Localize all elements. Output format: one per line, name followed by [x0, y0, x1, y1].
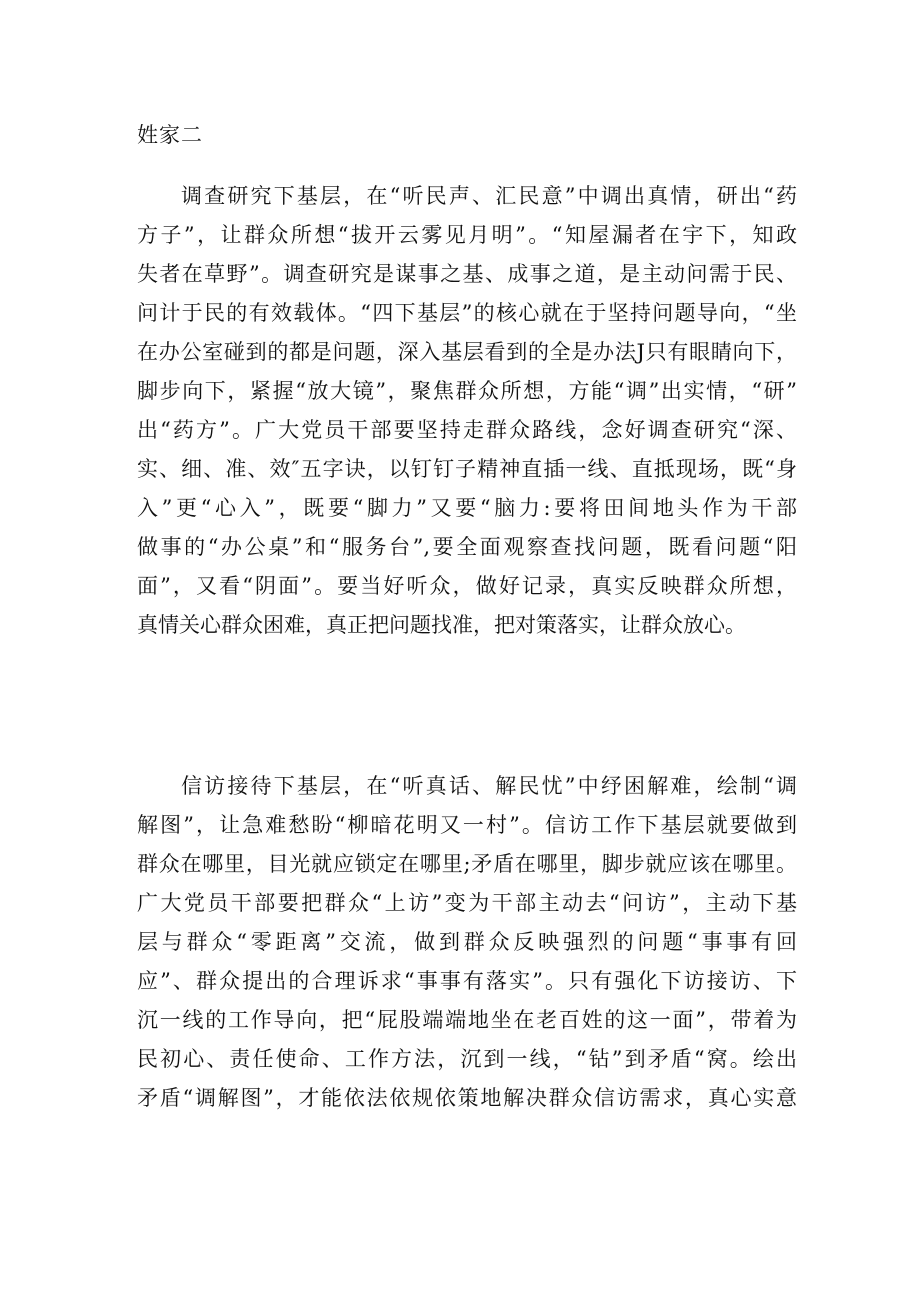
- document-heading: 姓家二: [137, 123, 203, 147]
- paragraph-line: 矛盾“调解图”，才能依法依规依策地解决群众信访需求，真心实意: [137, 1086, 797, 1110]
- paragraph-line: 在办公室碰到的都是问题，深入基层看到的全是办法J只有眼睛向下，: [137, 340, 797, 364]
- paragraph-line: 沉一线的工作导向，把“屁股端端地坐在老百姓的这一面”，带着为: [137, 1008, 797, 1032]
- paragraph-line: 民初心、责任使命、工作方法，沉到一线，“钻”到矛盾“窝。绘出: [137, 1047, 797, 1071]
- paragraph-line: 入”更“心入”，既要“脚力”又要“脑力:要将田间地头作为干部: [137, 496, 797, 520]
- paragraph-line: 层与群众“零距离”交流，做到群众反映强烈的问题“事事有回: [137, 930, 797, 954]
- paragraph-line: 广大党员干部要把群众“上访”变为干部主动去“问访”，主动下基: [137, 891, 797, 915]
- paragraph-line: 脚步向下，紧握“放大镜”，聚焦群众所想，方能“调”出实情，“研”: [137, 379, 797, 403]
- paragraph-line: 做事的“办公桌”和“服务台”,要全面观察查找问题，既看问题“阳: [137, 535, 797, 559]
- paragraph-survey-research: [137, 177, 797, 645]
- paragraph-line: 出“药方”。广大党员干部要坚持走群众路线，念好调查研究“深、: [137, 418, 797, 442]
- paragraph-line: 失者在草野”。调查研究是谋事之基、成事之道，是主动问需于民、: [137, 262, 797, 286]
- paragraph-line: 面”，又看“阴面”。要当好听众，做好记录，真实反映群众所想，: [137, 574, 797, 598]
- paragraph-line: 群众在哪里，目光就应锁定在哪里;矛盾在哪里，脚步就应该在哪里。: [137, 852, 797, 876]
- paragraph-line: 方子”，让群众所想“拔开云雾见月明”。“知屋漏者在宇下，知政: [137, 223, 797, 247]
- paragraph-line: 信访接待下基层，在“听真话、解民忧”中纾困解难，绘制“调: [181, 774, 797, 798]
- paragraph-petition-reception: [137, 767, 797, 1118]
- paragraph-line: 解图”，让急难愁盼“柳暗花明又一村”。信访工作下基层就要做到: [137, 813, 797, 837]
- paragraph-line: 真情关心群众困难，真正把问题找准，把对策落实，让群众放心。: [137, 613, 746, 637]
- paragraph-line: 问计于民的有效载体。“四下基层”的核心就在于坚持问题导向，“坐: [137, 301, 797, 325]
- paragraph-line: 应”、群众提出的合理诉求“事事有落实”。只有强化下访接访、下: [137, 969, 797, 993]
- paragraph-line: 实、细、准、效″五字诀，以钉钉子精神直插一线、直抵现场，既“身: [137, 457, 797, 481]
- paragraph-line: 调查研究下基层，在“听民声、汇民意”中调出真情，研出“药: [181, 184, 797, 208]
